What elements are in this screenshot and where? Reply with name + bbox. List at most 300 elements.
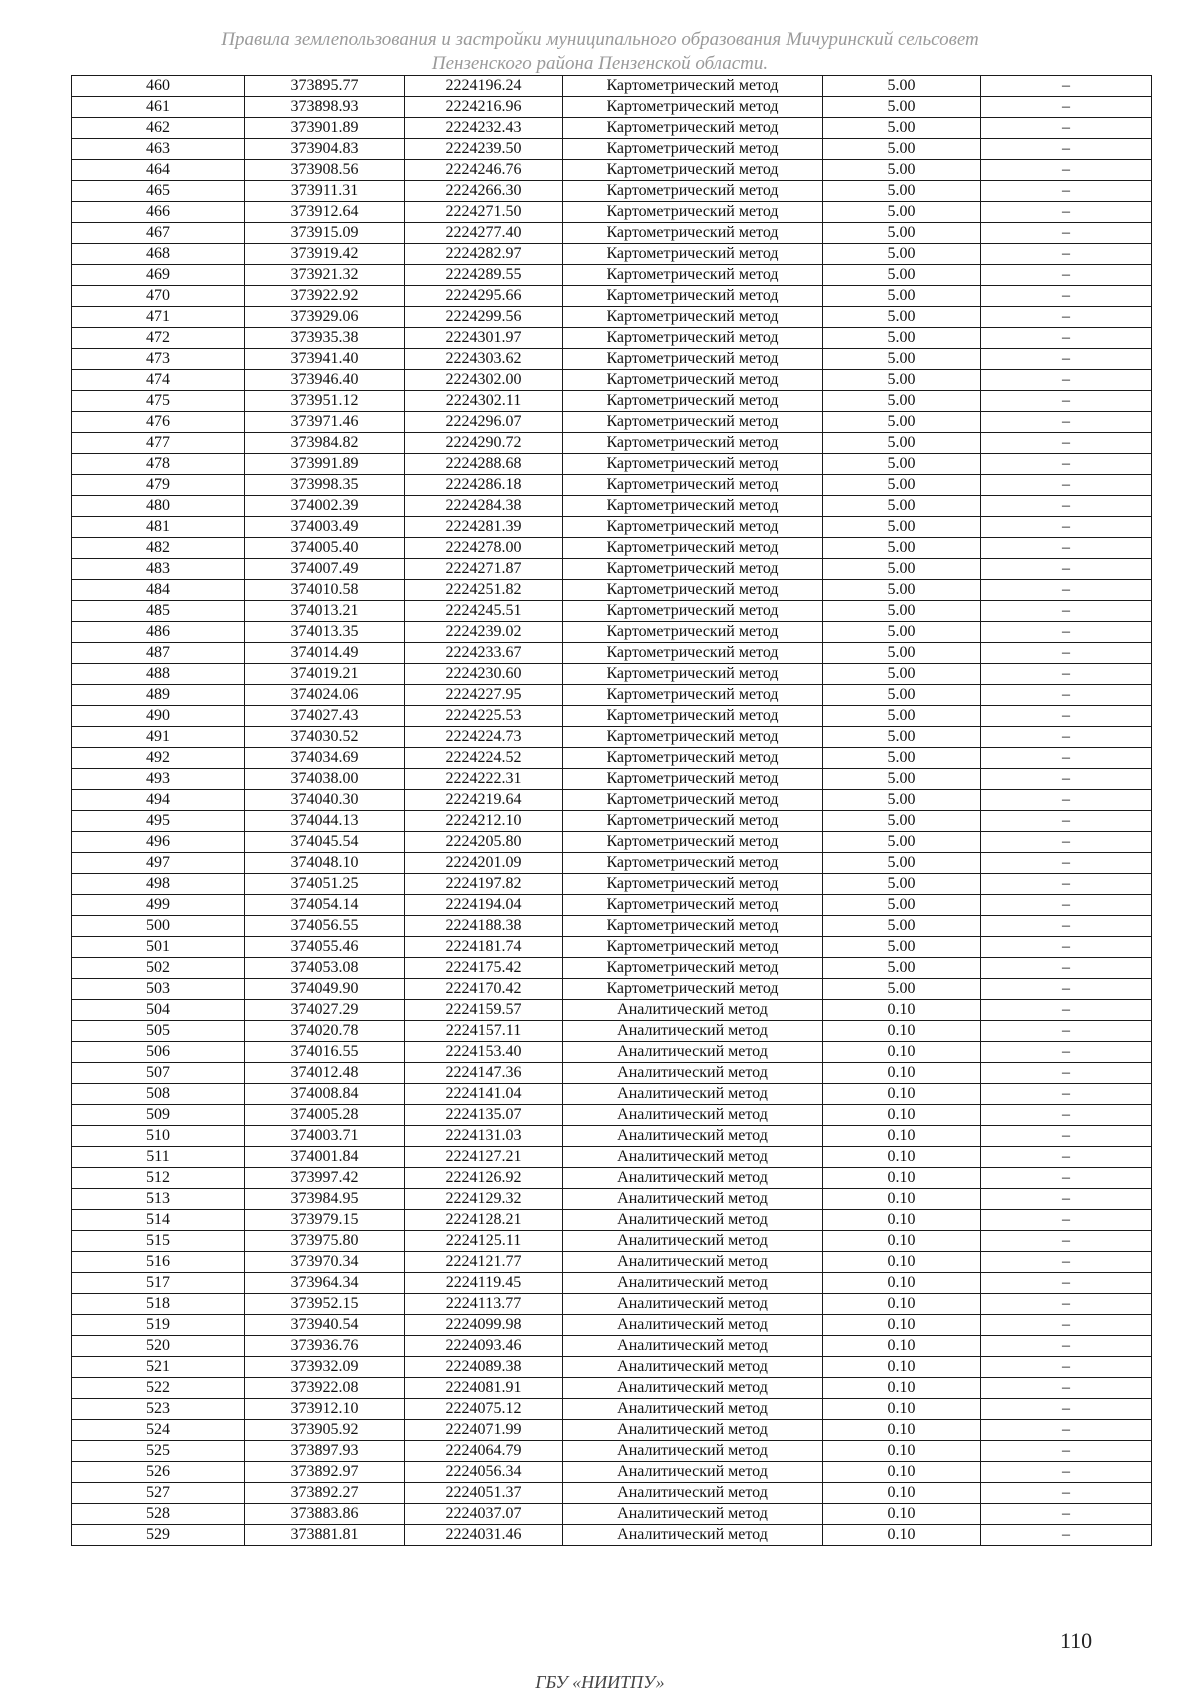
x-coordinate-cell: 373941.40 [245,349,405,370]
accuracy-cell: 0.10 [823,1336,981,1357]
x-coordinate-cell: 374048.10 [245,853,405,874]
method-cell: Картометрический метод [563,517,823,538]
table-row [72,97,1152,118]
table-row [72,1378,1152,1399]
table-row [72,1063,1152,1084]
point-number-cell: 474 [72,370,245,391]
method-cell: Аналитический метод [563,1168,823,1189]
note-cell: – [981,391,1152,412]
method-cell: Картометрический метод [563,412,823,433]
accuracy-cell: 0.10 [823,1168,981,1189]
x-coordinate-cell: 373964.34 [245,1273,405,1294]
table-row [72,1105,1152,1126]
table-row [72,1210,1152,1231]
point-number-cell: 472 [72,328,245,349]
point-number-cell: 503 [72,979,245,1000]
table-row [72,1504,1152,1525]
table-row [72,496,1152,517]
method-cell: Аналитический метод [563,1000,823,1021]
point-number-cell: 476 [72,412,245,433]
table-row [72,118,1152,139]
method-cell: Картометрический метод [563,307,823,328]
accuracy-cell: 5.00 [823,811,981,832]
method-cell: Картометрический метод [563,937,823,958]
accuracy-cell: 0.10 [823,1231,981,1252]
accuracy-cell: 0.10 [823,1084,981,1105]
accuracy-cell: 5.00 [823,958,981,979]
x-coordinate-cell: 373970.34 [245,1252,405,1273]
note-cell: – [981,1273,1152,1294]
point-number-cell: 488 [72,664,245,685]
note-cell: – [981,97,1152,118]
header-line-1: Правила землепользования и застройки муниципального образования Мичуринский сельсовет [221,29,979,50]
point-number-cell: 496 [72,832,245,853]
method-cell: Картометрический метод [563,727,823,748]
x-coordinate-cell: 374054.14 [245,895,405,916]
point-number-cell: 499 [72,895,245,916]
note-cell: – [981,580,1152,601]
y-coordinate-cell: 2224212.10 [405,811,563,832]
point-number-cell: 469 [72,265,245,286]
table-row [72,1021,1152,1042]
x-coordinate-cell: 373898.93 [245,97,405,118]
y-coordinate-cell: 2224113.77 [405,1294,563,1315]
table-row [72,1399,1152,1420]
y-coordinate-cell: 2224225.53 [405,706,563,727]
y-coordinate-cell: 2224128.21 [405,1210,563,1231]
point-number-cell: 519 [72,1315,245,1336]
point-number-cell: 494 [72,790,245,811]
method-cell: Аналитический метод [563,1525,823,1546]
table-row [72,979,1152,1000]
point-number-cell: 483 [72,559,245,580]
y-coordinate-cell: 2224246.76 [405,160,563,181]
method-cell: Картометрический метод [563,706,823,727]
point-number-cell: 512 [72,1168,245,1189]
x-coordinate-cell: 374008.84 [245,1084,405,1105]
point-number-cell: 468 [72,244,245,265]
point-number-cell: 484 [72,580,245,601]
note-cell: – [981,937,1152,958]
accuracy-cell: 5.00 [823,349,981,370]
note-cell: – [981,475,1152,496]
y-coordinate-cell: 2224245.51 [405,601,563,622]
point-number-cell: 509 [72,1105,245,1126]
accuracy-cell: 5.00 [823,874,981,895]
table-row [72,454,1152,475]
table-row [72,1294,1152,1315]
accuracy-cell: 5.00 [823,601,981,622]
y-coordinate-cell: 2224277.40 [405,223,563,244]
y-coordinate-cell: 2224081.91 [405,1378,563,1399]
point-number-cell: 479 [72,475,245,496]
accuracy-cell: 0.10 [823,1504,981,1525]
note-cell: – [981,1420,1152,1441]
note-cell: – [981,769,1152,790]
y-coordinate-cell: 2224037.07 [405,1504,563,1525]
accuracy-cell: 0.10 [823,1147,981,1168]
x-coordinate-cell: 373951.12 [245,391,405,412]
table-row [72,1252,1152,1273]
accuracy-cell: 5.00 [823,580,981,601]
accuracy-cell: 5.00 [823,475,981,496]
y-coordinate-cell: 2224282.97 [405,244,563,265]
x-coordinate-cell: 373912.64 [245,202,405,223]
note-cell: – [981,916,1152,937]
method-cell: Картометрический метод [563,328,823,349]
note-cell: – [981,601,1152,622]
x-coordinate-cell: 373904.83 [245,139,405,160]
method-cell: Картометрический метод [563,664,823,685]
note-cell: – [981,181,1152,202]
accuracy-cell: 5.00 [823,223,981,244]
note-cell: – [981,1462,1152,1483]
point-number-cell: 518 [72,1294,245,1315]
y-coordinate-cell: 2224157.11 [405,1021,563,1042]
accuracy-cell: 5.00 [823,307,981,328]
accuracy-cell: 0.10 [823,1273,981,1294]
table-row [72,622,1152,643]
x-coordinate-cell: 374016.55 [245,1042,405,1063]
y-coordinate-cell: 2224302.00 [405,370,563,391]
table-row [72,727,1152,748]
note-cell: – [981,811,1152,832]
method-cell: Аналитический метод [563,1273,823,1294]
y-coordinate-cell: 2224288.68 [405,454,563,475]
accuracy-cell: 5.00 [823,937,981,958]
note-cell: – [981,1378,1152,1399]
method-cell: Картометрический метод [563,916,823,937]
y-coordinate-cell: 2224141.04 [405,1084,563,1105]
point-number-cell: 524 [72,1420,245,1441]
y-coordinate-cell: 2224181.74 [405,937,563,958]
accuracy-cell: 5.00 [823,727,981,748]
method-cell: Картометрический метод [563,76,823,97]
x-coordinate-cell: 374056.55 [245,916,405,937]
method-cell: Аналитический метод [563,1378,823,1399]
y-coordinate-cell: 2224147.36 [405,1063,563,1084]
method-cell: Аналитический метод [563,1105,823,1126]
point-number-cell: 507 [72,1063,245,1084]
note-cell: – [981,979,1152,1000]
x-coordinate-cell: 373895.77 [245,76,405,97]
method-cell: Аналитический метод [563,1336,823,1357]
note-cell: – [981,118,1152,139]
method-cell: Картометрический метод [563,958,823,979]
table-row [72,832,1152,853]
point-number-cell: 475 [72,391,245,412]
point-number-cell: 490 [72,706,245,727]
point-number-cell: 478 [72,454,245,475]
x-coordinate-cell: 373971.46 [245,412,405,433]
y-coordinate-cell: 2224196.24 [405,76,563,97]
x-coordinate-cell: 374044.13 [245,811,405,832]
table-row [72,1315,1152,1336]
accuracy-cell: 0.10 [823,1315,981,1336]
note-cell: – [981,496,1152,517]
method-cell: Аналитический метод [563,1210,823,1231]
y-coordinate-cell: 2224239.50 [405,139,563,160]
x-coordinate-cell: 374002.39 [245,496,405,517]
table-row [72,664,1152,685]
method-cell: Аналитический метод [563,1420,823,1441]
y-coordinate-cell: 2224125.11 [405,1231,563,1252]
point-number-cell: 528 [72,1504,245,1525]
y-coordinate-cell: 2224175.42 [405,958,563,979]
y-coordinate-cell: 2224295.66 [405,286,563,307]
point-number-cell: 529 [72,1525,245,1546]
note-cell: – [981,160,1152,181]
note-cell: – [981,1441,1152,1462]
y-coordinate-cell: 2224205.80 [405,832,563,853]
y-coordinate-cell: 2224064.79 [405,1441,563,1462]
point-number-cell: 486 [72,622,245,643]
method-cell: Аналитический метод [563,1357,823,1378]
y-coordinate-cell: 2224232.43 [405,118,563,139]
method-cell: Картометрический метод [563,370,823,391]
x-coordinate-cell: 373952.15 [245,1294,405,1315]
table-row [72,328,1152,349]
method-cell: Аналитический метод [563,1063,823,1084]
y-coordinate-cell: 2224188.38 [405,916,563,937]
y-coordinate-cell: 2224197.82 [405,874,563,895]
table-row [72,538,1152,559]
accuracy-cell: 0.10 [823,1462,981,1483]
table-row [72,475,1152,496]
x-coordinate-cell: 373998.35 [245,475,405,496]
note-cell: – [981,559,1152,580]
y-coordinate-cell: 2224251.82 [405,580,563,601]
method-cell: Аналитический метод [563,1462,823,1483]
note-cell: – [981,1357,1152,1378]
method-cell: Аналитический метод [563,1189,823,1210]
method-cell: Аналитический метод [563,1231,823,1252]
method-cell: Картометрический метод [563,685,823,706]
method-cell: Картометрический метод [563,874,823,895]
accuracy-cell: 5.00 [823,160,981,181]
note-cell: – [981,223,1152,244]
table-row [72,1441,1152,1462]
y-coordinate-cell: 2224153.40 [405,1042,563,1063]
table-row [72,916,1152,937]
point-number-cell: 501 [72,937,245,958]
method-cell: Картометрический метод [563,643,823,664]
accuracy-cell: 5.00 [823,748,981,769]
table-row [72,1336,1152,1357]
point-number-cell: 504 [72,1000,245,1021]
table-row [72,706,1152,727]
table-row [72,1189,1152,1210]
method-cell: Картометрический метод [563,496,823,517]
point-number-cell: 508 [72,1084,245,1105]
accuracy-cell: 5.00 [823,265,981,286]
method-cell: Картометрический метод [563,979,823,1000]
method-cell: Картометрический метод [563,181,823,202]
x-coordinate-cell: 373897.93 [245,1441,405,1462]
note-cell: – [981,1294,1152,1315]
accuracy-cell: 5.00 [823,706,981,727]
y-coordinate-cell: 2224290.72 [405,433,563,454]
page-footer: ГБУ «НИИТПУ» [535,1672,665,1692]
x-coordinate-cell: 374005.28 [245,1105,405,1126]
point-number-cell: 522 [72,1378,245,1399]
point-number-cell: 481 [72,517,245,538]
method-cell: Аналитический метод [563,1483,823,1504]
point-number-cell: 527 [72,1483,245,1504]
y-coordinate-cell: 2224131.03 [405,1126,563,1147]
point-number-cell: 498 [72,874,245,895]
method-cell: Аналитический метод [563,1504,823,1525]
table-row [72,895,1152,916]
accuracy-cell: 5.00 [823,853,981,874]
table-row [72,1273,1152,1294]
x-coordinate-cell: 374003.49 [245,517,405,538]
point-number-cell: 465 [72,181,245,202]
method-cell: Картометрический метод [563,265,823,286]
point-number-cell: 520 [72,1336,245,1357]
method-cell: Картометрический метод [563,139,823,160]
y-coordinate-cell: 2224071.99 [405,1420,563,1441]
y-coordinate-cell: 2224219.64 [405,790,563,811]
y-coordinate-cell: 2224239.02 [405,622,563,643]
y-coordinate-cell: 2224224.73 [405,727,563,748]
table-row [72,433,1152,454]
table-row [72,874,1152,895]
method-cell: Картометрический метод [563,97,823,118]
accuracy-cell: 5.00 [823,181,981,202]
point-number-cell: 514 [72,1210,245,1231]
note-cell: – [981,727,1152,748]
note-cell: – [981,1399,1152,1420]
accuracy-cell: 0.10 [823,1420,981,1441]
table-row [72,181,1152,202]
table-row [72,937,1152,958]
y-coordinate-cell: 2224126.92 [405,1168,563,1189]
x-coordinate-cell: 374005.40 [245,538,405,559]
x-coordinate-cell: 373922.92 [245,286,405,307]
table-row [72,349,1152,370]
table-row [72,1000,1152,1021]
method-cell: Картометрический метод [563,622,823,643]
table-row [72,853,1152,874]
x-coordinate-cell: 373901.89 [245,118,405,139]
note-cell: – [981,1084,1152,1105]
note-cell: – [981,1252,1152,1273]
x-coordinate-cell: 373911.31 [245,181,405,202]
x-coordinate-cell: 374013.35 [245,622,405,643]
x-coordinate-cell: 373919.42 [245,244,405,265]
note-cell: – [981,349,1152,370]
accuracy-cell: 5.00 [823,244,981,265]
method-cell: Аналитический метод [563,1399,823,1420]
y-coordinate-cell: 2224271.50 [405,202,563,223]
note-cell: – [981,1231,1152,1252]
point-number-cell: 473 [72,349,245,370]
note-cell: – [981,706,1152,727]
note-cell: – [981,685,1152,706]
x-coordinate-cell: 373975.80 [245,1231,405,1252]
x-coordinate-cell: 374027.43 [245,706,405,727]
note-cell: – [981,1000,1152,1021]
accuracy-cell: 0.10 [823,1126,981,1147]
note-cell: – [981,874,1152,895]
note-cell: – [981,538,1152,559]
y-coordinate-cell: 2224222.31 [405,769,563,790]
y-coordinate-cell: 2224271.87 [405,559,563,580]
note-cell: – [981,202,1152,223]
table-row [72,559,1152,580]
method-cell: Картометрический метод [563,160,823,181]
point-number-cell: 492 [72,748,245,769]
y-coordinate-cell: 2224230.60 [405,664,563,685]
accuracy-cell: 0.10 [823,1294,981,1315]
accuracy-cell: 5.00 [823,790,981,811]
method-cell: Картометрический метод [563,202,823,223]
note-cell: – [981,748,1152,769]
accuracy-cell: 0.10 [823,1378,981,1399]
accuracy-cell: 5.00 [823,139,981,160]
note-cell: – [981,643,1152,664]
note-cell: – [981,1483,1152,1504]
point-number-cell: 489 [72,685,245,706]
x-coordinate-cell: 373932.09 [245,1357,405,1378]
method-cell: Картометрический метод [563,118,823,139]
x-coordinate-cell: 373915.09 [245,223,405,244]
note-cell: – [981,412,1152,433]
note-cell: – [981,853,1152,874]
y-coordinate-cell: 2224278.00 [405,538,563,559]
method-cell: Картометрический метод [563,790,823,811]
y-coordinate-cell: 2224201.09 [405,853,563,874]
method-cell: Картометрический метод [563,223,823,244]
y-coordinate-cell: 2224031.46 [405,1525,563,1546]
accuracy-cell: 0.10 [823,1021,981,1042]
x-coordinate-cell: 374012.48 [245,1063,405,1084]
note-cell: – [981,895,1152,916]
accuracy-cell: 5.00 [823,832,981,853]
point-number-cell: 502 [72,958,245,979]
y-coordinate-cell: 2224075.12 [405,1399,563,1420]
page-header [0,28,1200,76]
accuracy-cell: 5.00 [823,76,981,97]
coordinates-table-container [71,75,1151,1546]
method-cell: Аналитический метод [563,1252,823,1273]
x-coordinate-cell: 374003.71 [245,1126,405,1147]
table-row [72,769,1152,790]
table-row [72,1126,1152,1147]
coordinates-table-body [72,76,1152,1546]
accuracy-cell: 5.00 [823,517,981,538]
y-coordinate-cell: 2224170.42 [405,979,563,1000]
accuracy-cell: 0.10 [823,1252,981,1273]
y-coordinate-cell: 2224216.96 [405,97,563,118]
point-number-cell: 505 [72,1021,245,1042]
table-row [72,202,1152,223]
table-row [72,391,1152,412]
y-coordinate-cell: 2224284.38 [405,496,563,517]
table-row [72,1462,1152,1483]
note-cell: – [981,139,1152,160]
y-coordinate-cell: 2224296.07 [405,412,563,433]
table-row [72,1483,1152,1504]
note-cell: – [981,1189,1152,1210]
point-number-cell: 526 [72,1462,245,1483]
x-coordinate-cell: 373946.40 [245,370,405,391]
point-number-cell: 460 [72,76,245,97]
note-cell: – [981,433,1152,454]
note-cell: – [981,1525,1152,1546]
table-row [72,160,1152,181]
